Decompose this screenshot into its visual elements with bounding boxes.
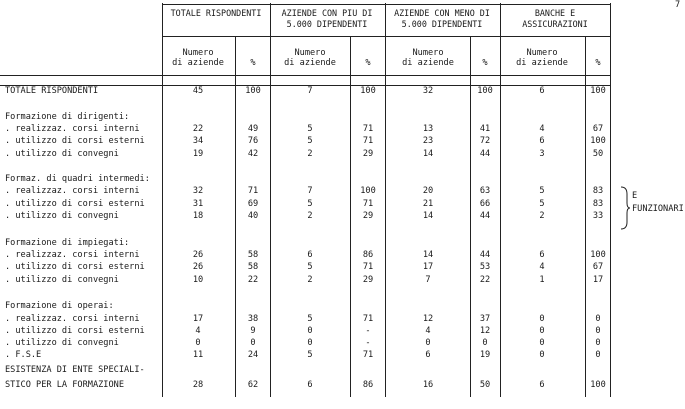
cell-value: 0 xyxy=(539,338,545,348)
cell-value: 14 xyxy=(422,250,434,260)
cell-value: 6 xyxy=(539,250,545,260)
cell-value: 4 xyxy=(425,326,431,336)
cell-value: 4 xyxy=(195,326,201,336)
cell-value: 0 xyxy=(595,338,601,348)
percent-subheader: % xyxy=(482,58,488,68)
cell-value: 42 xyxy=(247,149,259,159)
cell-value: 24 xyxy=(247,350,259,360)
cell-value: 86 xyxy=(362,250,374,260)
cell-value: 44 xyxy=(479,250,491,260)
cell-value: 22 xyxy=(192,124,204,134)
cell-value: 0 xyxy=(539,314,545,324)
cell-value: 0 xyxy=(539,326,545,336)
cell-value: 21 xyxy=(422,199,434,209)
cell-value: 7 xyxy=(307,186,313,196)
cell-value: 33 xyxy=(592,211,604,221)
cell-value: 10 xyxy=(192,275,204,285)
cell-value: 31 xyxy=(192,199,204,209)
cell-value: 2 xyxy=(307,211,313,221)
cell-value: 0 xyxy=(482,338,488,348)
cell-value: 5 xyxy=(307,262,313,272)
cell-value: 44 xyxy=(479,211,491,221)
cell-value: 100 xyxy=(360,86,376,96)
cell-value: 20 xyxy=(422,186,434,196)
cell-value: - xyxy=(365,326,371,336)
cell-value: 83 xyxy=(592,186,604,196)
row-label: . utilizzo di convegni xyxy=(5,211,119,221)
cell-value: 100 xyxy=(590,250,606,260)
cell-value: 5 xyxy=(307,199,313,209)
cell-value: 0 xyxy=(539,350,545,360)
row-label: . utilizzo di corsi esterni xyxy=(5,136,145,146)
cell-value: 58 xyxy=(247,250,259,260)
cell-value: 50 xyxy=(592,149,604,159)
cell-value: 0 xyxy=(307,338,313,348)
cell-value: 2 xyxy=(539,211,545,221)
cell-value: 26 xyxy=(192,250,204,260)
cell-value: 1 xyxy=(539,275,545,285)
cell-value: 18 xyxy=(192,211,204,221)
cell-value: 67 xyxy=(592,124,604,134)
cell-value: 6 xyxy=(539,86,545,96)
cell-value: 5 xyxy=(539,199,545,209)
cell-value: 83 xyxy=(592,199,604,209)
cell-value: 2 xyxy=(307,149,313,159)
row-label: ESISTENZA DI ENTE SPECIALI- xyxy=(5,365,145,375)
cell-value: 0 xyxy=(595,350,601,360)
cell-value: 50 xyxy=(479,380,491,390)
cell-value: 11 xyxy=(192,350,204,360)
cell-value: 0 xyxy=(425,338,431,348)
row-label: Formazione di dirigenti: xyxy=(5,112,130,122)
row-label: Formazione di operai: xyxy=(5,301,114,311)
cell-value: 17 xyxy=(592,275,604,285)
cell-value: 22 xyxy=(247,275,259,285)
cell-value: 100 xyxy=(590,380,606,390)
cell-value: 29 xyxy=(362,275,374,285)
row-label: STICO PER LA FORMAZIONE xyxy=(5,380,124,390)
row-label: Formaz. di quadri intermedi: xyxy=(5,174,150,184)
cell-value: 6 xyxy=(307,250,313,260)
cell-value: 49 xyxy=(247,124,259,134)
cell-value: 34 xyxy=(192,136,204,146)
group-header: AZIENDE CON PIU DI xyxy=(281,8,373,18)
percent-subheader: % xyxy=(250,58,256,68)
group-header: AZIENDE CON MENO DI xyxy=(394,8,490,18)
cell-value: 32 xyxy=(192,186,204,196)
cell-value: 58 xyxy=(247,262,259,272)
cell-value: - xyxy=(365,338,371,348)
numero-subheader: Numero xyxy=(294,48,326,58)
cell-value: 6 xyxy=(425,350,431,360)
row-label: . realizzaz. corsi interni xyxy=(5,186,140,196)
row-label: . utilizzo di convegni xyxy=(5,149,119,159)
row-label: . utilizzo di corsi esterni xyxy=(5,326,145,336)
cell-value: 66 xyxy=(479,199,491,209)
cell-value: 100 xyxy=(245,86,261,96)
row-rule xyxy=(162,4,610,5)
row-label: . utilizzo di convegni xyxy=(5,275,119,285)
cell-value: 4 xyxy=(539,262,545,272)
row-rule xyxy=(0,75,610,76)
side-note-line-2: FUNZIONARI xyxy=(632,204,684,214)
cell-value: 29 xyxy=(362,211,374,221)
numero-subheader: Numero xyxy=(526,48,558,58)
row-label: . utilizzo di corsi esterni xyxy=(5,199,145,209)
cell-value: 6 xyxy=(539,136,545,146)
cell-value: 2 xyxy=(307,275,313,285)
cell-value: 67 xyxy=(592,262,604,272)
cell-value: 5 xyxy=(307,124,313,134)
cell-value: 19 xyxy=(479,350,491,360)
percent-subheader: % xyxy=(365,58,371,68)
cell-value: 100 xyxy=(590,86,606,96)
group-header: TOTALE RISPONDENTI xyxy=(170,8,262,18)
cell-value: 5 xyxy=(307,136,313,146)
numero-subheader: di aziende xyxy=(172,58,224,68)
row-label: . utilizzo di corsi esterni xyxy=(5,262,145,272)
corner-mark: 7 xyxy=(675,0,681,10)
cell-value: 6 xyxy=(307,380,313,390)
cell-value: 5 xyxy=(307,350,313,360)
row-label: . realizzaz. corsi interni xyxy=(5,124,140,134)
row-label: TOTALE RISPONDENTI xyxy=(5,86,99,96)
cell-value: 71 xyxy=(362,136,374,146)
cell-value: 71 xyxy=(362,262,374,272)
group-header: 5.000 DIPENDENTI xyxy=(286,19,368,29)
cell-value: 40 xyxy=(247,211,259,221)
cell-value: 13 xyxy=(422,124,434,134)
cell-value: 63 xyxy=(479,186,491,196)
brace-icon xyxy=(619,186,631,230)
cell-value: 14 xyxy=(422,211,434,221)
cell-value: 5 xyxy=(539,186,545,196)
cell-value: 17 xyxy=(422,262,434,272)
row-label: . F.S.E xyxy=(5,350,42,360)
side-note-line-1: E xyxy=(632,191,638,201)
numero-subheader: di aziende xyxy=(516,58,568,68)
cell-value: 23 xyxy=(422,136,434,146)
cell-value: 0 xyxy=(595,314,601,324)
cell-value: 100 xyxy=(360,186,376,196)
numero-subheader: di aziende xyxy=(284,58,336,68)
cell-value: 72 xyxy=(479,136,491,146)
cell-value: 100 xyxy=(477,86,493,96)
group-header: BANCHE E xyxy=(534,8,576,18)
cell-value: 44 xyxy=(479,149,491,159)
cell-value: 29 xyxy=(362,149,374,159)
numero-subheader: di aziende xyxy=(402,58,454,68)
row-rule xyxy=(162,36,610,37)
cell-value: 69 xyxy=(247,199,259,209)
cell-value: 3 xyxy=(539,149,545,159)
row-label: . realizzaz. corsi interni xyxy=(5,250,140,260)
cell-value: 9 xyxy=(250,326,256,336)
cell-value: 71 xyxy=(362,199,374,209)
row-label: Formazione di impiegati: xyxy=(5,238,130,248)
numero-subheader: Numero xyxy=(412,48,444,58)
cell-value: 71 xyxy=(362,350,374,360)
group-header: ASSICURAZIONI xyxy=(522,19,588,29)
cell-value: 71 xyxy=(247,186,259,196)
numero-subheader: Numero xyxy=(182,48,214,58)
cell-value: 17 xyxy=(192,314,204,324)
cell-value: 32 xyxy=(422,86,434,96)
cell-value: 0 xyxy=(595,326,601,336)
group-header: 5.000 DIPENDENTI xyxy=(401,19,483,29)
cell-value: 28 xyxy=(192,380,204,390)
cell-value: 16 xyxy=(422,380,434,390)
cell-value: 38 xyxy=(247,314,259,324)
cell-value: 0 xyxy=(195,338,201,348)
cell-value: 62 xyxy=(247,380,259,390)
cell-value: 0 xyxy=(250,338,256,348)
cell-value: 71 xyxy=(362,314,374,324)
cell-value: 71 xyxy=(362,124,374,134)
percent-subheader: % xyxy=(595,58,601,68)
cell-value: 19 xyxy=(192,149,204,159)
cell-value: 45 xyxy=(192,86,204,96)
cell-value: 76 xyxy=(247,136,259,146)
cell-value: 37 xyxy=(479,314,491,324)
cell-value: 6 xyxy=(539,380,545,390)
cell-value: 12 xyxy=(479,326,491,336)
cell-value: 100 xyxy=(590,136,606,146)
cell-value: 22 xyxy=(479,275,491,285)
cell-value: 12 xyxy=(422,314,434,324)
cell-value: 14 xyxy=(422,149,434,159)
cell-value: 7 xyxy=(425,275,431,285)
row-label: . utilizzo di convegni xyxy=(5,338,119,348)
cell-value: 86 xyxy=(362,380,374,390)
row-label: . realizzaz. corsi interni xyxy=(5,314,140,324)
cell-value: 0 xyxy=(307,326,313,336)
cell-value: 53 xyxy=(479,262,491,272)
cell-value: 5 xyxy=(307,314,313,324)
cell-value: 41 xyxy=(479,124,491,134)
cell-value: 7 xyxy=(307,86,313,96)
cell-value: 26 xyxy=(192,262,204,272)
cell-value: 4 xyxy=(539,124,545,134)
